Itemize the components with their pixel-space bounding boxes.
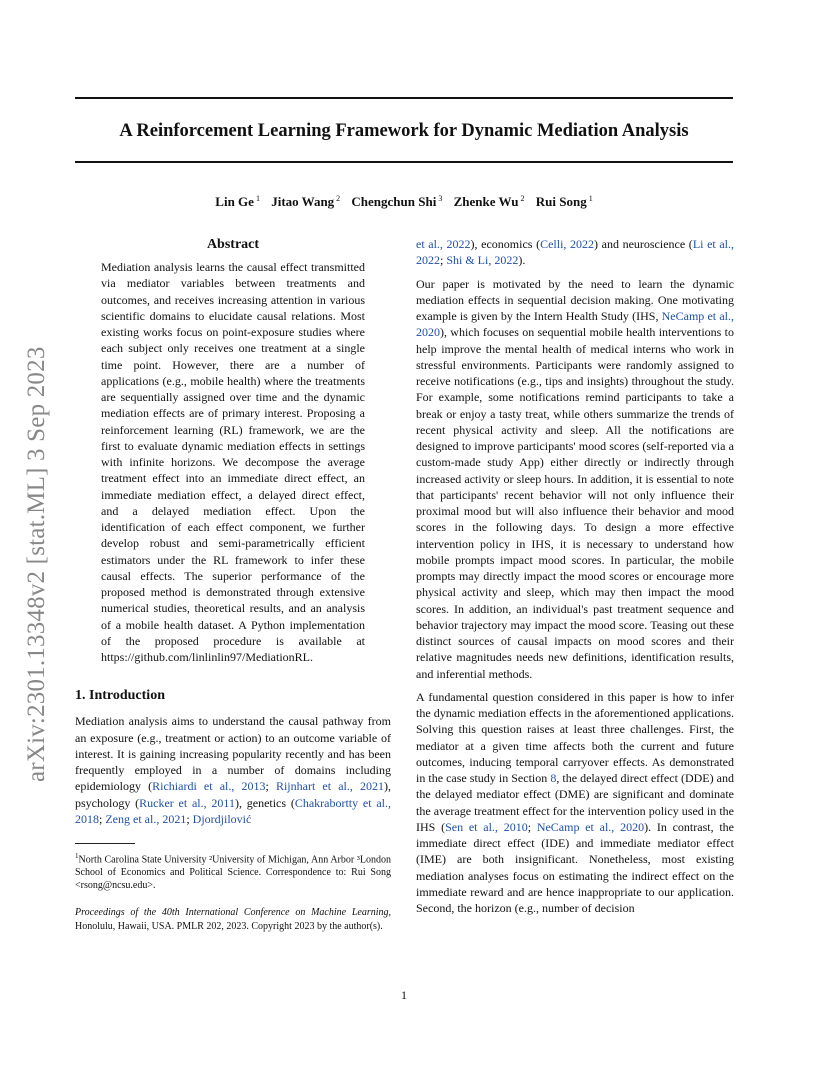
motivation-paragraph: Our paper is motivated by the need to learn the dynamic mediation effects in sequential decision making. One motivating example is given by the Intern Health Study (IHS, NeCamp et al., 2020), which focuses on sequential mobile health interventions to help improve the mental health of medical interns who work in stressful environments. Participants were randomly assigned to receive notifications (e.g., tips and insights) throughout the study. For example, some notifications remind participants to take a break or enjoy a tasty treat, while others summarize the trends of recent physical activity and sleep. All the notifications are designed to improve participants' mood scores (self-reported via a custom-made study App) either directly or indirectly through increased activity or sleep hours. In addition, it is essential to note that participants' recent behavior will not only influence their proximal mood but will also influence their behavior and mood scores in the following days. To design a more effective intervention policy in IHS, it is necessary to understand how mobile prompts impact mood scores. In particular, the mobile prompts may directly impact the mood scores or encourage more physical activity and sleep, which may then impact the mood scores. In addition, an individual's past treatment sequence and behavior trajectory may impact the mood score. Teasing out these distinct sources of causal impacts on mood scores and their relative magnitudes needs new definitions, identification results, and inferential methods. [416, 276, 734, 681]
page-number: 1 [401, 988, 407, 1002]
citation-link[interactable]: Rijnhart et al., 2021 [275, 779, 385, 794]
citation-link[interactable]: Rucker et al., 2011 [139, 795, 235, 810]
right-column [416, 236, 734, 916]
citation-link[interactable]: NeCamp et al., 2020 [536, 819, 645, 834]
top-rule [75, 97, 733, 99]
footnote-rule [75, 843, 135, 844]
section-link[interactable]: 8 [550, 771, 557, 785]
section-heading-introduction: 1. Introduction [75, 688, 165, 704]
author: Lin Ge $^1$ [215, 194, 260, 210]
challenges-paragraph: A fundamental question considered in this paper is how to infer the dynamic mediation effects in the aforementioned applications. Solving this question raises at least three challenges. First, the mediator at a given time affects both the current and future outcomes, inducing temporal carryover effects. As demonstrated in the case study in Section 8, the delayed direct effect (DDE) and the delayed mediator effect (DME) are significant and dominate the average treatment effect for the intervention policy used in the IHS (Sen et al., 2010; NeCamp et al., 2020). In contrast, the immediate direct effect (IDE) and immediate mediator effect (IME) are both insignificant. Nonetheless, most existing mediation analyses focus on estimating the indirect effect on the immediate reward and are hence inappropriate to our application. Second, the horizon (e.g., number of decision [416, 689, 734, 915]
proceedings-note: Proceedings of the 40th International Conference on Machine Learning, Honolulu, Hawaii, USA. PMLR 202, 2023. Copyright 2023 by the author(s). [75, 907, 391, 932]
citation-link[interactable]: Richiardi et al., 2013 [152, 779, 266, 794]
citation-link[interactable]: Sen et al., 2010 [445, 819, 528, 834]
author-list [75, 191, 733, 210]
citation-link[interactable]: Zeng et al., 2021 [105, 811, 187, 826]
intro-paragraph-continued: et al., 2022), economics (Celli, 2022) and neuroscience (Li et al., 2022; Shi & Li, 2022). [416, 237, 735, 268]
author: Jitao Wang $^2$ [271, 194, 341, 210]
intro-paragraph: Mediation analysis aims to understand the causal pathway from an exposure (e.g., treatment or action) to an outcome variable of interest. It is gaining increasing popularity recently and has been frequently employed in a number of domains including epidemiology (Richiardi et al., 2013; Rijnhart et al., 2021), psychology (Rucker et al., 2011), genetics (Chakrabortty et al., 2018; Zeng et al., 2021; Djordjilović [75, 714, 392, 826]
left-column [75, 236, 391, 933]
abstract [75, 236, 391, 665]
abstract-heading: Abstract [206, 237, 260, 252]
citation-link[interactable]: et al., 2022 [416, 237, 471, 251]
citation-link[interactable]: Djordjilović [192, 811, 252, 826]
author: Rui Song $^1$ [535, 194, 593, 210]
abstract-text: Mediation analysis learns the causal effect transmitted via mediator variables between treatments and outcomes, and receives increasing attention in various scientific domains to elucidate causal relations. Most existing works focus on point-exposure studies where each subject only receives one treatment at a single time point. However, there are a number of applications (e.g., mobile health) where the treatments are sequentially assigned over time and the dynamic mediation effects are of primary interest. Proposing a reinforcement learning (RL) framework, we are the first to evaluate dynamic mediation effects in settings with infinite horizons. We decompose the average treatment effect into an immediate direct effect, an immediate mediation effect, a delayed direct effect, and a delayed mediation effect. Upon the identification of each effect component, we further develop robust and semi-parametrically efficient estimators under the RL framework to infer these causal effects. The superior performance of the proposed method is demonstrated through extensive numerical studies, theoretical results, and an analysis of a mobile health dataset. A Python implementation of the proposed procedure is available at https://github.com/linlinlin97/MediationRL. [101, 260, 365, 664]
title-bottom-rule [75, 161, 733, 163]
citation-link[interactable]: Li et al., 2022 [416, 237, 735, 268]
citation-link[interactable]: Chakrabortty et al., 2018 [75, 795, 392, 826]
citation-link[interactable]: NeCamp et al., 2020 [416, 309, 734, 340]
citation-link[interactable]: Shi & Li, 2022 [446, 253, 519, 268]
arxiv-stamp: arXiv:2301.13348v2 [stat.ML] 3 Sep 2023 [23, 346, 50, 782]
paper-title: A Reinforcement Learning Framework for Dynamic Mediation Analysis [119, 121, 689, 141]
affiliation-footnote: $^1$North Carolina State University ²University of Michigan, Ann Arbor ³London School of Economics and Political Science. Correspondence to: Rui Song <rsong@ncsu.edu>. [75, 852, 391, 892]
citation-link[interactable]: Celli, 2022 [540, 237, 595, 251]
author: Chengchun Shi $^3$ [351, 194, 443, 210]
author: Zhenke Wu $^2$ [453, 194, 525, 210]
